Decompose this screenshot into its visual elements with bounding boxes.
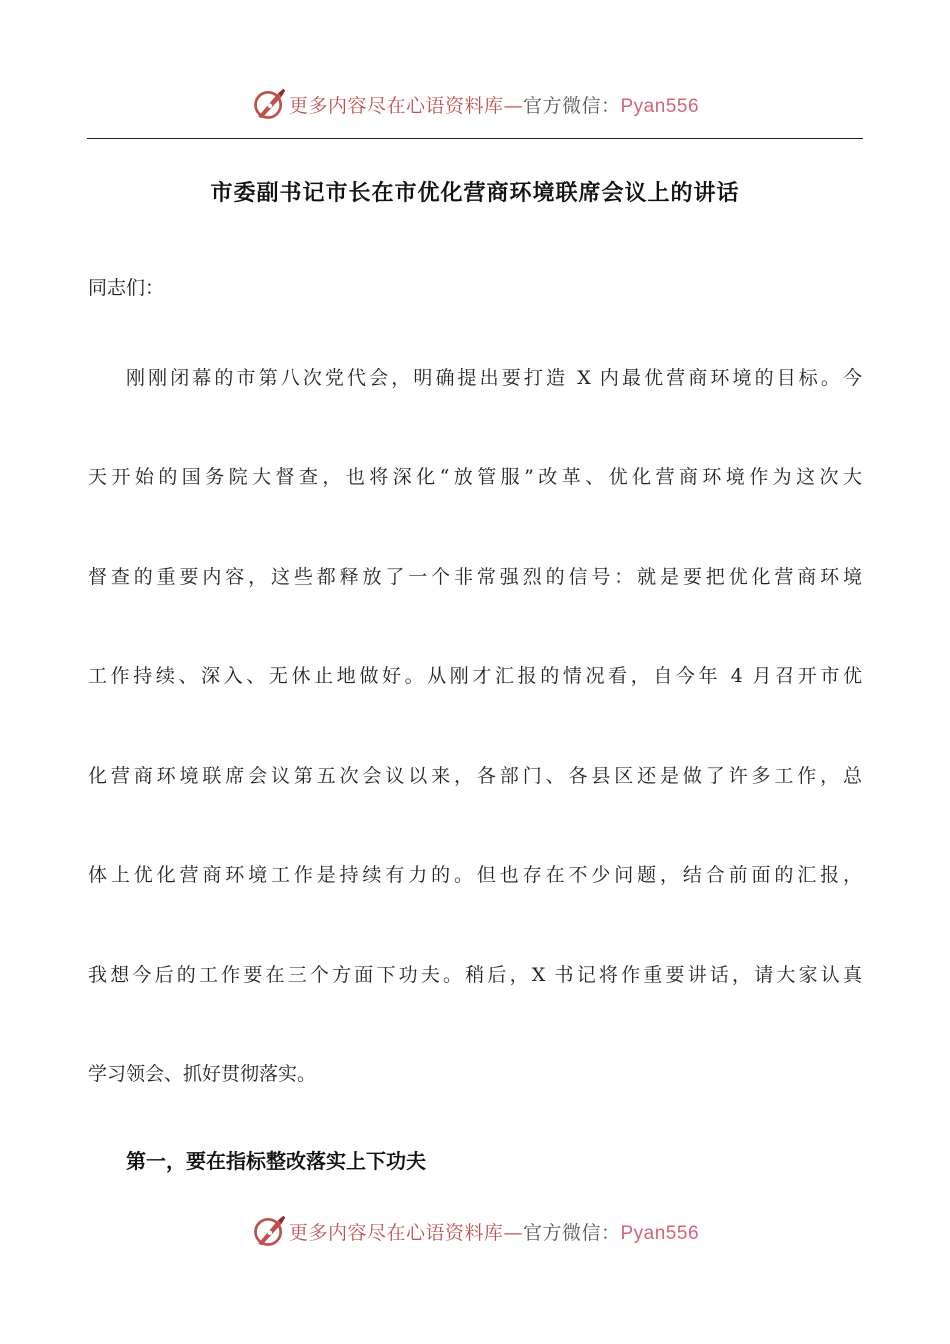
banner-text: [289, 1218, 699, 1245]
banner-text: [289, 91, 699, 118]
banner-label: 官方微信：: [522, 94, 621, 117]
paragraph-line: 化营商环境联席会议第五次会议以来，各部门、各县区还是做了许多工作，总: [88, 765, 862, 787]
paragraph-line: 学习领会、抓好贯彻落实。: [88, 1063, 317, 1085]
paragraph-line: 我想今后的工作要在三个方面下功夫。稍后，X 书记将作重要讲话，请大家认真: [88, 964, 862, 986]
paragraph-line: 工作持续、深入、无休止地做好。从刚才汇报的情况看，自今年 4 月召开市优: [88, 665, 862, 687]
banner-main-text: 更多内容尽在心语资料库: [288, 94, 504, 117]
section-heading: 第一，要在指标整改落实上下功夫: [126, 1149, 426, 1173]
banner-dash: —: [503, 1221, 523, 1244]
document-title: 市委副书记市长在市优化营商环境联席会议上的讲话: [210, 181, 740, 206]
paragraph-line: 天开始的国务院大督查，也将深化“放管服”改革、优化营商环境作为这次大: [88, 466, 862, 488]
paragraph-line: 刚刚闭幕的市第八次党代会，明确提出要打造 X 内最优营商环境的目标。今: [126, 367, 862, 389]
paragraph-line: 督查的重要内容，这些都释放了一个非常强烈的信号：就是要把优化营商环境: [88, 566, 862, 588]
banner-dash: —: [503, 94, 523, 117]
header-banner: [0, 84, 950, 124]
banner-account: Pyan556: [620, 1222, 700, 1244]
banner-label: 官方微信：: [522, 1221, 621, 1244]
paragraph-line: 体上优化营商环境工作是持续有力的。但也存在不少问题，结合前面的汇报，: [88, 864, 862, 886]
banner-account: Pyan556: [620, 95, 700, 117]
pen-nib-logo-icon: [251, 86, 287, 122]
header-divider: [87, 138, 863, 139]
salutation: 同志们：: [88, 277, 165, 299]
pen-nib-logo-icon: [251, 1213, 287, 1249]
banner-main-text: 更多内容尽在心语资料库: [288, 1221, 504, 1244]
footer-banner: [0, 1211, 950, 1251]
